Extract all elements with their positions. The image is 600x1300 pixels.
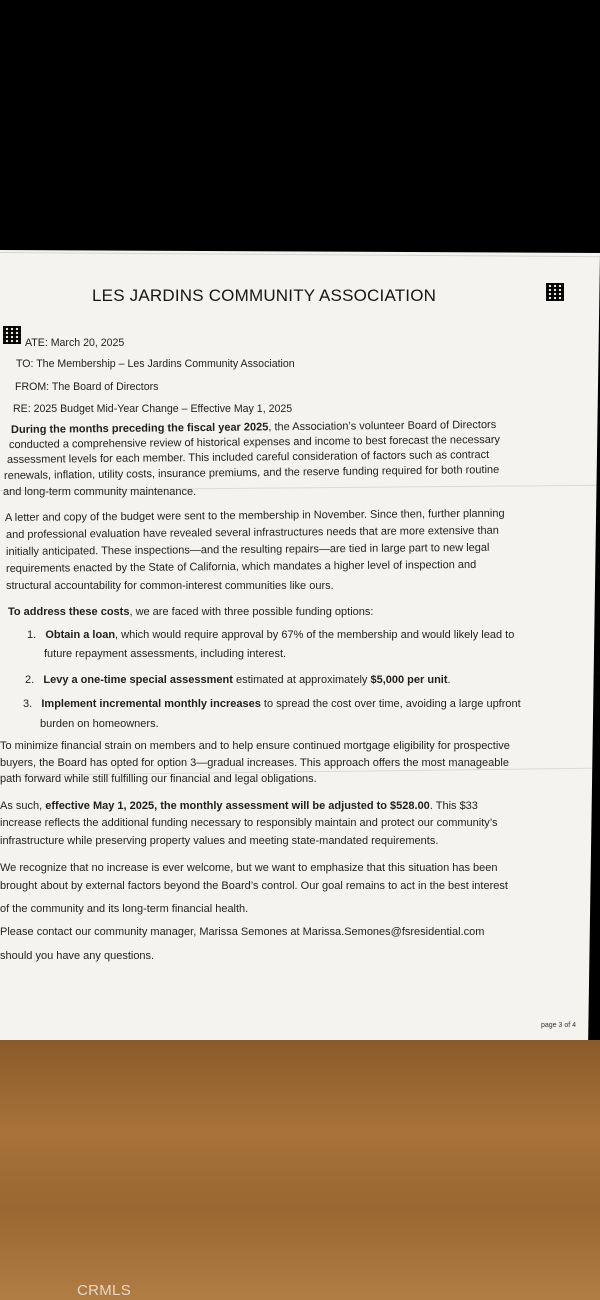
paragraph-1-line: renewals, inflation, utility costs, insurance premiums, and the reserve funding required for both routine bbox=[3, 463, 500, 482]
re-line: RE: 2025 Budget Mid-Year Change – Effective May 1, 2025 bbox=[13, 403, 293, 415]
paragraph-6-line: of the community and its long-term financial health. bbox=[0, 903, 249, 915]
option-bold: Obtain a loan bbox=[45, 629, 116, 641]
option-number: 3. bbox=[23, 698, 33, 710]
paragraph-4-line: buyers, the Board has opted for option 3—gradual increases. This approach offers the most manageable bbox=[0, 757, 509, 769]
paragraph-5-line bbox=[0, 799, 478, 813]
text-span: As such, bbox=[0, 800, 46, 812]
option-item-3-continued: burden on homeowners. bbox=[40, 718, 159, 730]
crmls-watermark: CRMLS bbox=[77, 1282, 132, 1299]
option-item-1-continued: future repayment assessments, including interest. bbox=[44, 648, 287, 660]
paragraph-7-line: Please contact our community manager, Marissa Semones at Marissa.Semones@fsresidential.com bbox=[0, 926, 485, 938]
page-number: page 3 of 4 bbox=[541, 1022, 577, 1029]
bold-phrase: effective May 1, 2025, the monthly assessment will be adjusted to $528.00 bbox=[45, 800, 430, 812]
option-number: 2. bbox=[25, 674, 35, 686]
letter-title: LES JARDINS COMMUNITY ASSOCIATION bbox=[92, 286, 437, 305]
from-line: FROM: The Board of Directors bbox=[15, 381, 159, 393]
qr-code-icon bbox=[3, 326, 21, 344]
option-text: estimated at approximately bbox=[232, 674, 371, 686]
paragraph-1-line: conducted a comprehensive review of historical expenses and income to best forecast the necessary bbox=[8, 433, 501, 451]
paragraph-1-line: and long-term community maintenance. bbox=[3, 486, 197, 498]
paragraph-2-line: A letter and copy of the budget were sent to the membership in November. Since then, further planning bbox=[4, 507, 505, 524]
date-line: ATE: March 20, 2025 bbox=[25, 337, 125, 349]
paragraph-6-line: brought about by external factors beyond the Board’s control. Our goal remains to act in the best interest bbox=[0, 880, 508, 892]
text-span: . This $33 bbox=[429, 800, 478, 812]
paragraph-2-line: structural accountability for common-interest communities like ours. bbox=[6, 580, 334, 592]
option-bold-amount: $5,000 per unit bbox=[370, 674, 448, 686]
paragraph-2-line: requirements enacted by the State of California, which mandates a higher level of inspection and bbox=[5, 558, 477, 575]
wooden-table-surface bbox=[0, 1040, 600, 1300]
paragraph-7-line: should you have any questions. bbox=[0, 950, 155, 962]
option-text: to spread the cost over time, avoiding a large upfront bbox=[260, 698, 521, 710]
option-bold: Levy a one-time special assessment bbox=[43, 674, 233, 686]
option-item-1 bbox=[27, 628, 514, 642]
text-span: , the Association’s volunteer Board of Directors bbox=[268, 418, 497, 434]
option-bold: Implement incremental monthly increases bbox=[41, 698, 261, 710]
paragraph-6-line: We recognize that no increase is ever welcome, but we want to emphasize that this situation has been bbox=[0, 862, 498, 874]
option-number: 1. bbox=[27, 629, 37, 641]
paragraph-3-line bbox=[8, 605, 373, 619]
paragraph-5-line: increase reflects the additional funding necessary to responsibly maintain and protect our community’s bbox=[0, 817, 498, 829]
option-text: , which would require approval by 67% of the membership and would likely lead to bbox=[115, 629, 515, 641]
paragraph-1-line: assessment levels for each member. This included careful consideration of factors such as contract bbox=[6, 448, 490, 466]
paragraph-2-line: initially anticipated. These inspections—and the resulting repairs—are tied in large part to new legal bbox=[5, 541, 490, 558]
bold-phrase: During the months preceding the fiscal year 2025 bbox=[10, 421, 269, 436]
paragraph-4-line: path forward while still fulfilling our financial and legal obligations. bbox=[0, 773, 317, 785]
option-end: . bbox=[447, 674, 451, 686]
paragraph-2-line: and professional evaluation have revealed several infrastructures needs that are more extensive than bbox=[5, 524, 499, 541]
bold-phrase: To address these costs bbox=[8, 606, 130, 618]
qr-code-icon bbox=[546, 283, 564, 301]
paragraph-4-line: To minimize financial strain on members and to help ensure continued mortgage eligibility for prospective bbox=[0, 740, 510, 752]
to-line: TO: The Membership – Les Jardins Community Association bbox=[16, 358, 295, 370]
option-item-3 bbox=[23, 697, 521, 711]
option-item-2 bbox=[25, 673, 451, 687]
paragraph-5-line: infrastructure while preserving property values and meeting state-mandated requirements. bbox=[0, 835, 439, 847]
text-span: , we are faced with three possible funding options: bbox=[129, 606, 374, 618]
